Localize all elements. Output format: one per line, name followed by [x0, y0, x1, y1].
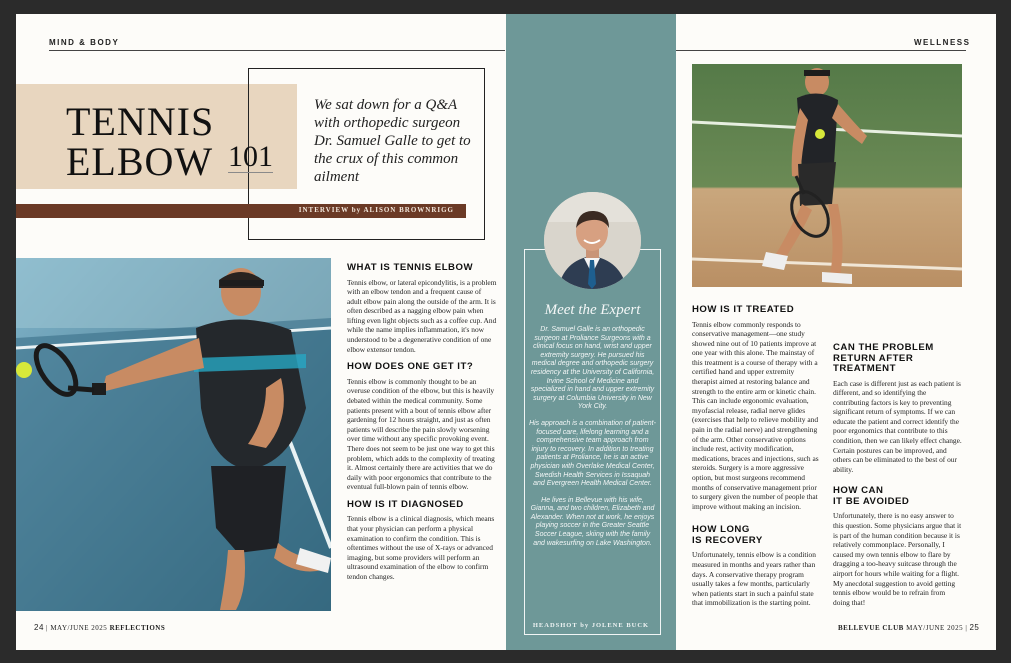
header-rule-left [49, 50, 505, 51]
expert-headshot [544, 192, 641, 289]
page-number-left: 24 [34, 623, 44, 632]
heading-return-line-1: CAN THE PROBLEM [833, 342, 934, 353]
body-how-get-it: Tennis elbow is commonly thought to be an overuse condition of the elbow, but this is heavily debated within the medical community. Some patients present with a bout of tennis elbow after gardening for 12 hours straight, and just as often patients will describe the pain slowly worsening over time without any specific provoking event. There does not seem to be just one way to get this problem, which adds to the complexity of treating it. Almost certainly there are activities that we do daily with poor ergonomics that contribute to the eventual full-blown pain of tennis elbow. [347, 376, 495, 492]
heading-recovery-line-2: IS RECOVERY [692, 534, 763, 546]
footer-right [838, 623, 979, 632]
heading-avoided-line-2: IT BE AVOIDED [833, 495, 910, 507]
brand-bellevue: BELLEVUE [838, 624, 881, 632]
tennis-player-photo-right [692, 64, 962, 287]
right-page-column-2 [833, 343, 963, 607]
heading-how-get-it: HOW DOES ONE GET IT? [347, 361, 474, 373]
brand-club: CLUB [882, 624, 904, 632]
footer-divider-right: | [965, 624, 970, 632]
page-number-right: 25 [969, 623, 980, 632]
byline-bar [16, 204, 466, 218]
headshot-credit: HEADSHOT by JOLENE BUCK [532, 622, 650, 629]
heading-avoided [833, 486, 963, 507]
article-deck: We sat down for a Q&A with orthopedic surgeon Dr. Samuel Galle to get to the crux of this common ailment [314, 97, 471, 185]
magazine-name: REFLECTIONS [109, 624, 166, 632]
byline: INTERVIEW by ALISON BROWNRIGG [298, 206, 454, 214]
title-line-1: TENNIS [66, 99, 215, 144]
heading-avoided-line-1: HOW CAN [833, 485, 884, 497]
expert-bio-para-2: His approach is a combination of patient-focused care, lifelong learning and a comprehensive team approach from injury to recovery. In addition to treating patients at Proliance, he is an active physician with Overlake Medical Center, Swedish Health Services in Issaquah and Evergreen Health Medical Center. [529, 419, 656, 488]
heading-what-is-tennis-elbow: WHAT IS TENNIS ELBOW [347, 262, 474, 273]
body-what-is-tennis-elbow: Tennis elbow, or lateral epicondylitis, is a problem with an elbow tendon and a frequent cause of adult elbow pain along the outside of the arm. It is often described as a nagging elbow pain when lifting even light objects such as a coffee cup. And while the name implies inflammation, it's now understood to be a degenerative condition of one elbow extensor tendon. [347, 277, 497, 354]
expert-title: Meet the Expert [544, 302, 641, 318]
tennis-photo-illustration-right [692, 64, 962, 287]
expert-bio-para-3: He lives in Bellevue with his wife, Gianna, and two children, Elizabeth and Alexander. When not at work, he enjoys playing soccer in the Greater Seattle Soccer League, skiing with the family and wakesurfing on Lake Washington. [530, 496, 655, 547]
body-avoided: Unfortunately, there is no easy answer to this question. Some physicians argue that it is part of the human condition because it is relatively commonplace. Personally, I caused my own tennis elbow to flare by dragging a too-heavy suitcase through the airport for hours while waiting for a flight. My anecdotal suggestion to avoid getting tennis elbow would be to refrain from doing that! [833, 511, 962, 607]
heading-return [833, 343, 963, 375]
issue-date-left: MAY/JUNE 2025 [50, 624, 108, 632]
body-return: Each case is different just as each patient is different, and so identifying the contributing factors is key to preventing significant return of symptoms. If we can educate the patient and correct identify the poor ergonomics that contribute to this condition, then we can likely effect change. Certain postures can be improved, and others can be eliminated to the best of our ability. [833, 378, 962, 474]
tennis-photo-illustration [16, 258, 331, 611]
header-rule-right [676, 50, 966, 51]
heading-return-line-2: RETURN AFTER [833, 352, 914, 364]
footer-divider-left: | [46, 624, 51, 632]
title-line-2: ELBOW [66, 139, 214, 184]
heading-return-line-3: TREATMENT [833, 363, 896, 374]
article-title [66, 99, 215, 184]
heading-recovery [692, 525, 819, 546]
heading-how-diagnosed: HOW IS IT DIAGNOSED [347, 498, 464, 510]
title-number: 101 [228, 140, 273, 173]
right-page-column-1 [692, 305, 819, 608]
footer-left [34, 623, 165, 632]
section-tag-left: MIND & BODY [49, 38, 120, 47]
issue-date-right: MAY/JUNE 2025 [906, 624, 964, 632]
expert-bio [529, 326, 656, 556]
body-how-treated: Tennis elbow commonly responds to conservative management—one study showed nine out of 10 patients improve at one year with this alone. The mainstay of this treatment is a course of therapy with a certified hand and upper extremity therapist aimed at restoring balance and strength to the entire arm or kinetic chain. This can include ergonomic evaluation, myofascial release, radial nerve glides (exercises that help to relieve mobility and pain in the radial nerve) and strengthening of the arm. Other conservative options include rest, activity modification, medications, braces and injections, such as steroids. Surgery is a more aggressive option, but most surgeons recommend months of conservative management prior to surgery given the number of people that improve without making an incision. [692, 319, 819, 511]
heading-recovery-line-1: HOW LONG [692, 524, 750, 536]
expert-bio-para-1: Dr. Samuel Galle is an orthopedic surgeon at Proliance Surgeons with a clinical focus on hand, wrist and upper extremity surgery. He pursued his medical degree and orthopedic surgery residency at the University of California, Irvine School of Medicine and specialized in hand and upper extremity surgery at Columbia University in New York City. [530, 326, 655, 411]
heading-how-treated: HOW IS IT TREATED [692, 304, 795, 315]
left-page-column [347, 263, 497, 582]
body-how-diagnosed: Tennis elbow is a clinical diagnosis, which means that your physician can perform a physical examination to confirm the condition. This is oftentimes without the use of X-rays or advanced imaging, but some providers will perform an ultrasound examination of the elbow to confirm tendon changes. [347, 514, 495, 581]
section-tag-right: WELLNESS [914, 38, 971, 47]
headshot-illustration [544, 192, 641, 289]
tennis-player-photo-left [16, 258, 331, 611]
body-recovery: Unfortunately, tennis elbow is a condition measured in months and years rather than days. A conservative therapy program usually takes a few months, particularly when patients start in such a painful state that immobilization is the starting point. [692, 550, 816, 608]
magazine-spread [16, 14, 996, 650]
